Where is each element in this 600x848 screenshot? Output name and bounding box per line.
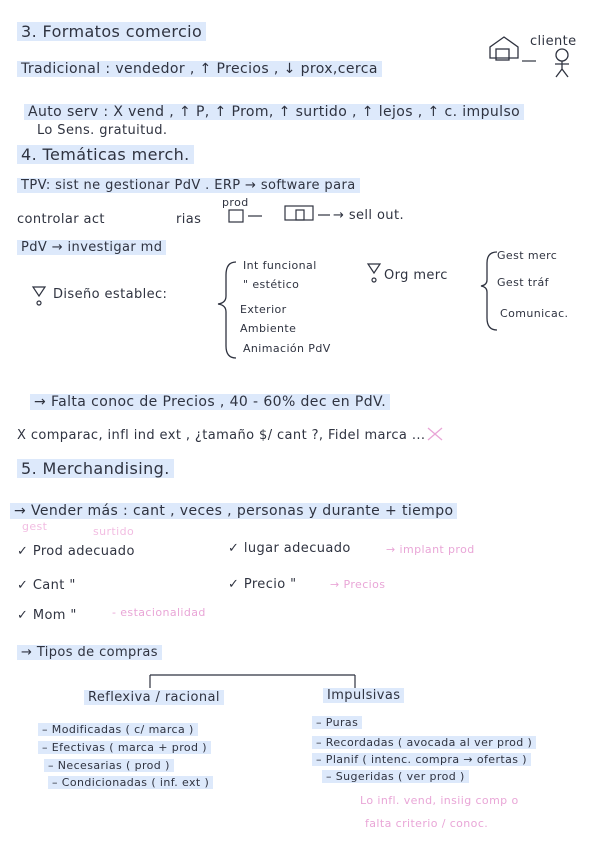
org-item: Comunicac. [500,307,569,320]
vender-line: → Vender más : cant , veces , personas y durante + tiempo [10,503,457,519]
impulsiva-item-text: Puras [325,716,359,729]
reflexiva-item: – Modificadas ( c/ marca ) [38,723,198,736]
prod-check: ✓ Prod adecuado [17,544,135,559]
tpv-rias: rias [176,212,202,227]
impulsivas-head: Impulsivas [323,688,404,703]
reflexiva-item: – Condicionadas ( inf. ext ) [48,776,213,789]
lugar-note: → implant prod [386,543,475,556]
org-item: Gest merc [497,249,558,262]
gest-note: gest [22,520,48,533]
reflexiva-item-text: Condicionadas ( inf. ext ) [61,776,210,789]
person-icon [555,49,569,77]
impulsiva-item: – Recordadas ( avocada al ver prod ) [312,736,536,749]
tpv-line-1: TPV: sist ne gestionar PdV . ERP → software para [17,178,360,193]
reflexiva-head: Reflexiva / racional [84,690,224,705]
diseno-item: Animación PdV [243,342,331,355]
reflexiva-item-text: Modificadas ( c/ marca ) [51,723,194,736]
reflexiva-item-text: Efectivas ( marca + prod ) [51,741,207,754]
autoserv-line: Auto serv : X vend , ↑ P, ↑ Prom, ↑ surtido , ↑ lejos , ↑ c. impulso [24,104,524,120]
section-3-heading: 3. Formatos comercio [17,22,206,41]
tpv-sellout: → sell out. [333,208,404,223]
infl-note-1: Lo infl. vend, insiig comp o [360,794,519,807]
store-icon [490,37,518,60]
impulsiva-item-text: Sugeridas ( ver prod ) [335,770,465,783]
reflexiva-item: – Necesarias ( prod ) [44,759,174,772]
precio-note: → Precios [330,578,386,591]
brace-shape [218,262,236,358]
mom-note: - estacionalidad [112,606,206,619]
tpv-prod-label: prod [222,196,249,209]
sens-line: Lo Sens. gratuitud. [37,123,168,138]
tree-lines [150,675,355,688]
tpv-line-2: controlar act [17,212,105,227]
section-5-heading: 5. Merchandising. [17,459,174,478]
tradicional-line: Tradicional : vendedor , ↑ Precios , ↓ prox,cerca [17,61,382,77]
pdv-line: PdV → investigar md [17,240,166,255]
diseno-item: Int funcional [243,259,317,272]
impulsiva-item: – Planif ( intenc. compra → ofertas ) [312,753,531,766]
lugar-check: ✓ lugar adecuado [228,541,351,556]
diseno-item: Ambiente [240,322,297,335]
reflexiva-item-text: Necesarias ( prod ) [57,759,170,772]
mom-check: ✓ Mom " [17,608,77,623]
infl-note-2: falta criterio / conoc. [365,817,489,830]
surtido-note: surtido [93,525,135,538]
diseno-item: " estético [243,278,300,291]
org-merc-label: Org merc [384,268,448,283]
impulsiva-item: – Sugeridas ( ver prod ) [322,770,469,783]
diseno-label: Diseño establec: [53,287,168,302]
diseno-item: Exterior [240,303,287,316]
impulsiva-item: – Puras [312,716,362,729]
section-4-heading: 4. Temáticas merch. [17,145,194,164]
brace-shape [481,252,497,330]
org-item: Gest tráf [497,276,549,289]
comparac-line: X comparac, infl ind ext , ¿tamaño $/ cant ?, Fidel marca ... [17,428,426,443]
precio-check: ✓ Precio " [228,577,297,592]
tipos-line: → Tipos de compras [17,645,162,660]
cant-check: ✓ Cant " [17,578,76,593]
cross-out-mark [428,428,442,440]
falta-line: → Falta conoc de Precios , 40 - 60% dec en PdV. [30,394,390,410]
impulsiva-item-text: Recordadas ( avocada al ver prod ) [325,736,533,749]
reflexiva-item: – Efectivas ( marca + prod ) [38,741,211,754]
cliente-label: cliente [530,34,577,49]
impulsiva-item-text: Planif ( intenc. compra → ofertas ) [325,753,527,766]
